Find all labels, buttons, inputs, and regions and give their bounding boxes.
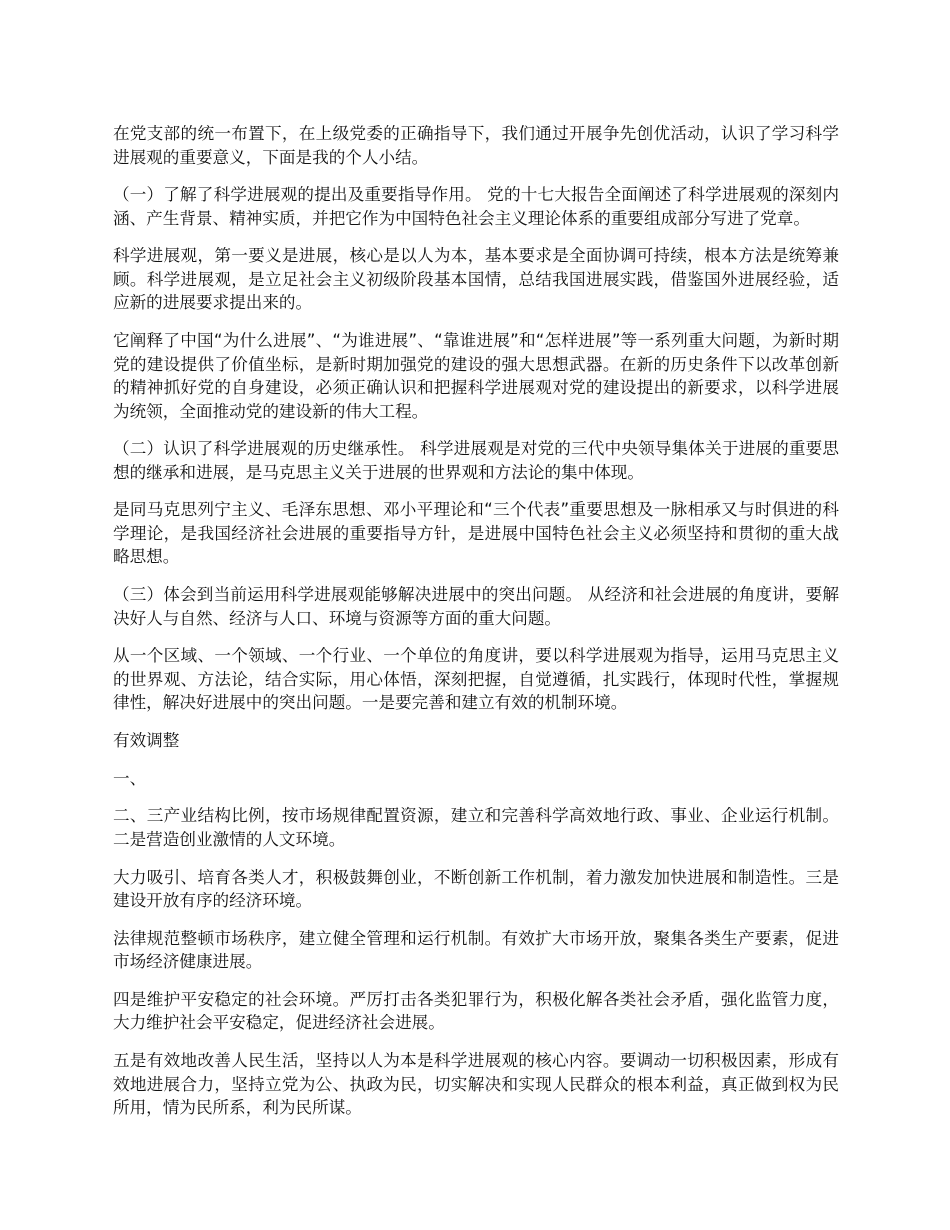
paragraph: 五是有效地改善人民生活，坚持以人为本是科学进展观的核心内容。要调动一切积极因素，形成有效地进展合力，坚持立党为公、执政为民，切实解决和实现人民群众的根本利益，真正做到权为民所用，情为民所系，利为民所谋。 bbox=[113, 1051, 839, 1118]
paragraph: 从一个区域、一个领域、一个行业、一个单位的角度讲，要以科学进展观为指导，运用马克思主义的世界观、方法论，结合实际，用心体悟，深刻把握，自觉遵循，扎实践行，体现时代性，掌握规律性，解决好进展中的突出问题。一是要完善和建立有效的机制环境。 bbox=[113, 646, 839, 713]
paragraph: 在党支部的统一布置下，在上级党委的正确指导下，我们通过开展争先创优活动，认识了学习科学进展观的重要意义，下面是我的个人小结。 bbox=[113, 124, 839, 167]
paragraph: 大力吸引、培育各类人才，积极鼓舞创业，不断创新工作机制，着力激发加快进展和制造性。三是建设开放有序的经济环境。 bbox=[113, 867, 839, 911]
paragraph: （二）认识了科学进展观的历史继承性。 科学进展观是对党的三代中央领导集体关于进展的重要思想的继承和进展，是马克思主义关于进展的世界观和方法论的集中体现。 bbox=[113, 439, 839, 482]
paragraph: 一、 bbox=[113, 768, 147, 788]
paragraph: 二、三产业结构比例，按市场规律配置资源，建立和完善科学高效地行政、事业、企业运行机制。二是营造创业激情的人文环境。 bbox=[113, 806, 839, 849]
paragraph: 四是维护平安稳定的社会环境。严厉打击各类犯罪行为，积极化解各类社会矛盾，强化监管力度，大力维护社会平安稳定，促进经济社会进展。 bbox=[113, 989, 839, 1033]
paragraph: 科学进展观，第一要义是进展，核心是以人为本，基本要求是全面协调可持续，根本方法是统筹兼顾。科学进展观，是立足社会主义初级阶段基本国情，总结我国进展实践，借鉴国外进展经验，适应新的进展要求提出来的。 bbox=[113, 246, 839, 313]
paragraph: 它阐释了中国“为什么进展”、“为谁进展”、“靠谁进展”和“怎样进展”等一系列重大问题，为新时期党的建设提供了价值坐标，是新时期加强党的建设的强大思想武器。在新的历史条件下以改革创新的精神抓好党的自身建设，必须正确认识和把握科学进展观对党的建设提出的新要求，以科学进展为统领，全面推动党的建设新的伟大工程。 bbox=[113, 331, 839, 421]
paragraph: 有效调整 bbox=[113, 731, 180, 750]
paragraph: 法律规范整顿市场秩序，建立健全管理和运行机制。有效扩大市场开放，聚集各类生产要素，促进市场经济健康进展。 bbox=[113, 928, 839, 972]
paragraph: 是同马克思列宁主义、毛泽东思想、邓小平理论和“三个代表”重要思想及一脉相承又与时俱进的科学理论，是我国经济社会进展的重要指导方针，是进展中国特色社会主义必须坚持和贯彻的重大战略思想。 bbox=[113, 500, 839, 567]
paragraph: （三）体会到当前运用科学进展观能够解决进展中的突出问题。 从经济和社会进展的角度讲，要解决好人与自然、经济与人口、环境与资源等方面的重大问题。 bbox=[113, 585, 839, 628]
document-body bbox=[113, 122, 839, 1134]
paragraph: （一）了解了科学进展观的提出及重要指导作用。 党的十七大报告全面阐述了科学进展观的深刻内涵、产生背景、精神实质，并把它作为中国特色社会主义理论体系的重要组成部分写进了党章。 bbox=[113, 185, 839, 228]
